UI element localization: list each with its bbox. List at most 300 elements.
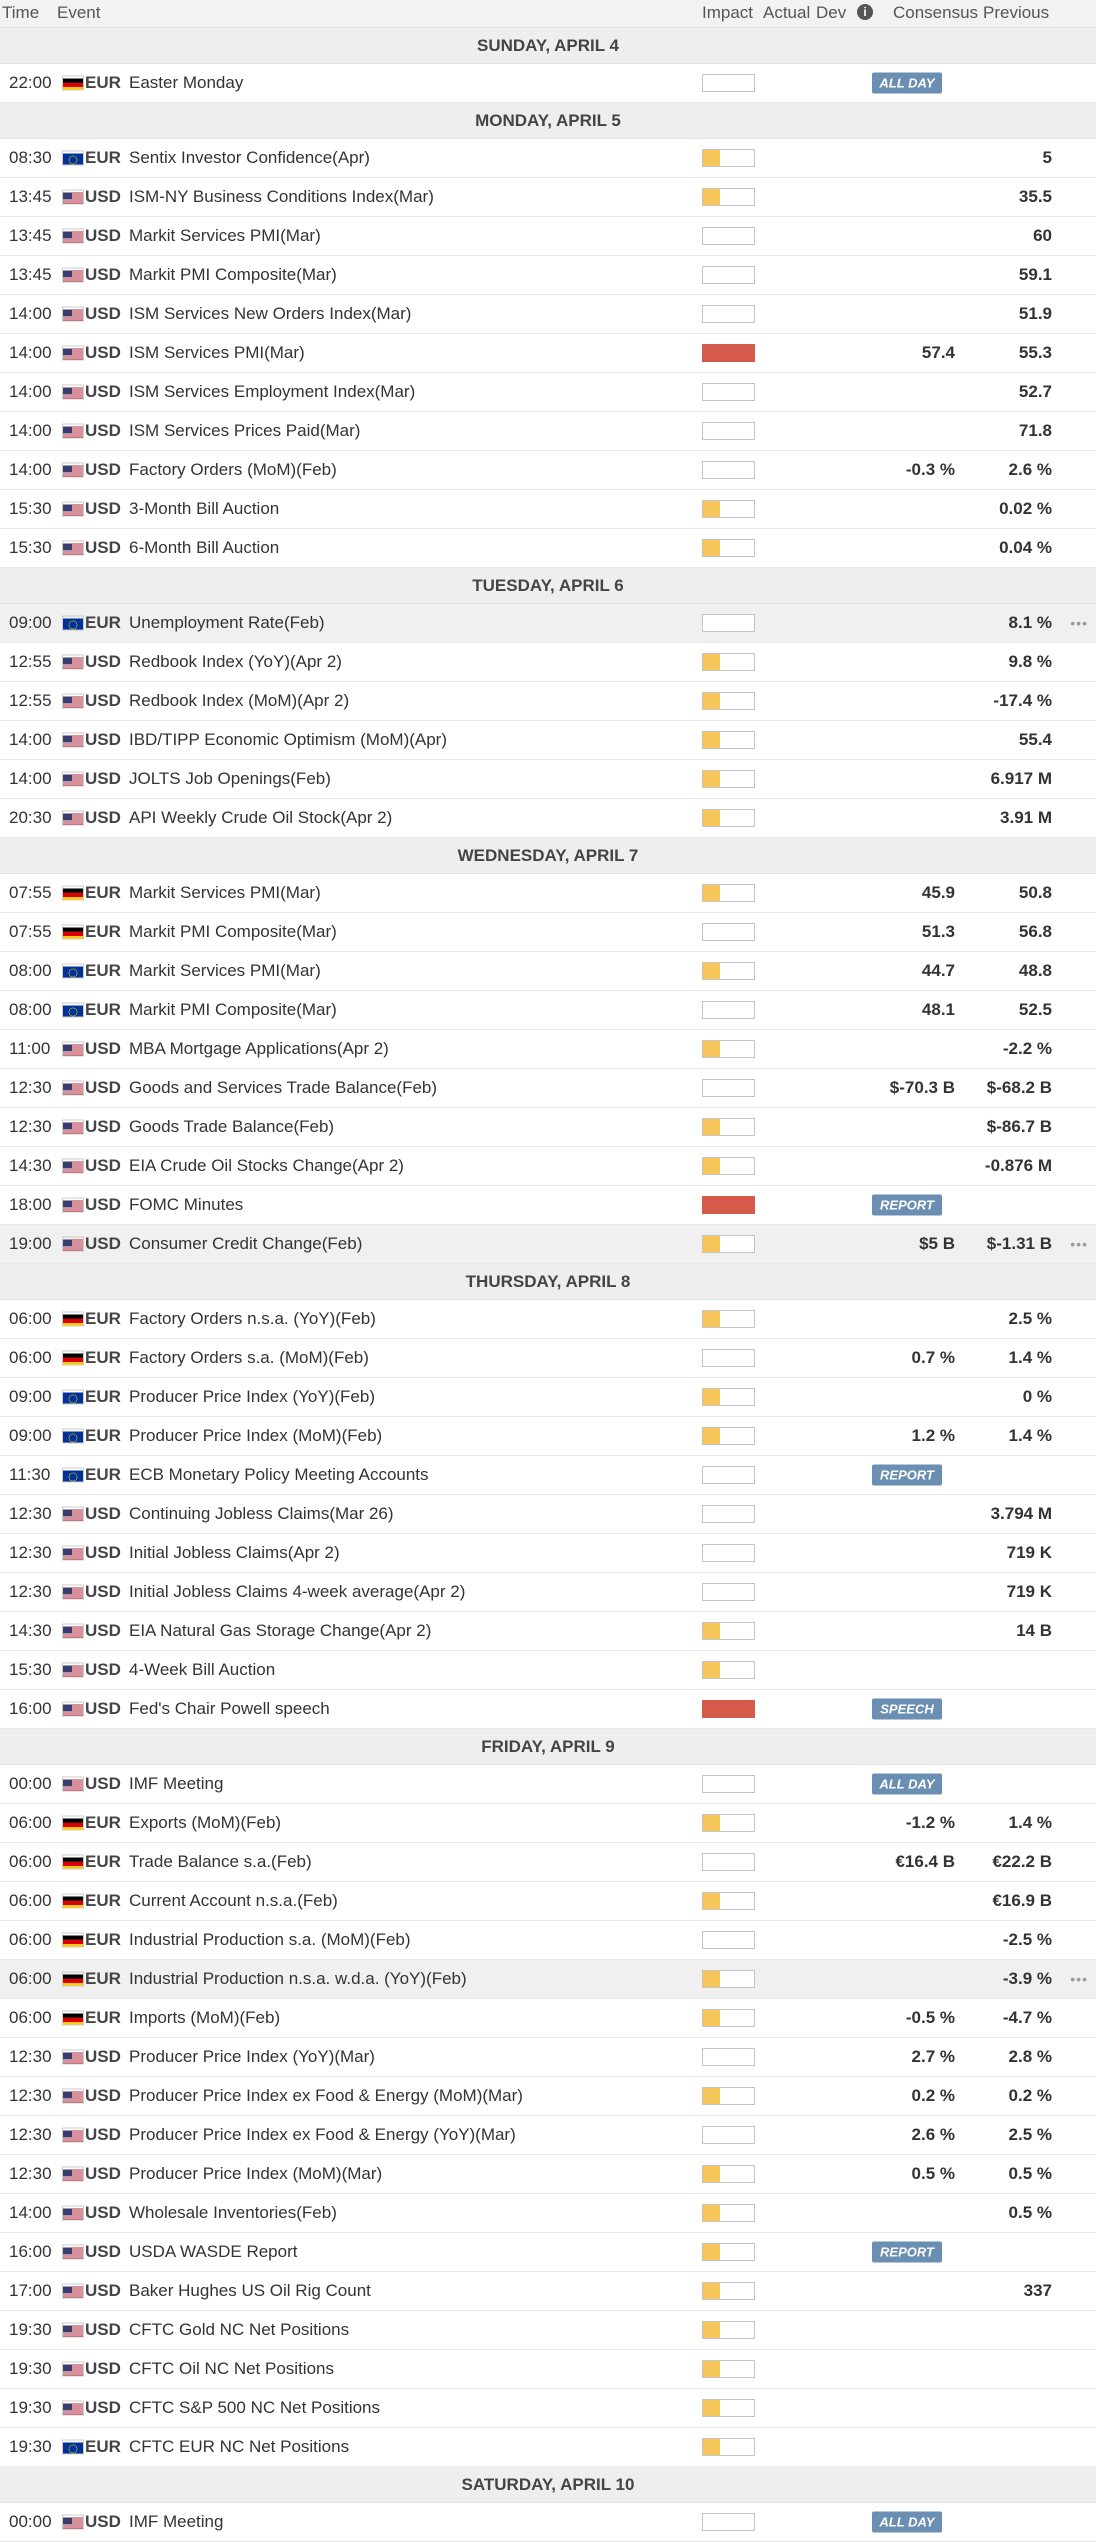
event-row[interactable] [0,1921,1096,1960]
us-flag-icon [62,2401,84,2416]
event-row[interactable] [0,1456,1096,1495]
event-currency: USD [85,2164,121,2183]
event-name[interactable]: Markit PMI Composite(Mar) [129,265,337,284]
event-row[interactable] [0,1612,1096,1651]
event-name[interactable]: Wholesale Inventories(Feb) [129,2203,337,2222]
event-name[interactable]: Producer Price Index (MoM)(Mar) [129,2164,383,2183]
event-row[interactable] [0,64,1096,103]
us-flag-icon [62,541,84,556]
event-time: 19:30 [9,2398,52,2417]
event-name[interactable]: Current Account n.s.a.(Feb) [129,1891,338,1910]
impact-low-indicator [702,2399,755,2417]
impact-high-indicator [702,1700,755,1718]
us-flag-icon [62,229,84,244]
event-time: 00:00 [9,1774,52,1793]
event-name[interactable]: Factory Orders (MoM)(Feb) [129,460,337,479]
consensus-value: -0.5 % [905,2008,955,2027]
previous-value: 60 [1033,226,1052,245]
event-name[interactable]: Consumer Credit Change(Feb) [129,1234,363,1253]
previous-value: 52.5 [1018,1000,1052,1019]
event-time: 08:00 [9,961,52,980]
event-row[interactable] [0,1843,1096,1882]
event-row[interactable] [0,1069,1096,1108]
event-name[interactable]: 4-Week Bill Auction [129,1660,276,1679]
impact-low-indicator [702,2243,755,2261]
event-name[interactable]: 6-Month Bill Auction [129,538,280,557]
event-currency: USD [85,304,121,323]
event-currency: EUR [85,1969,121,1988]
event-row[interactable] [0,1804,1096,1843]
previous-value: -4.7 % [1002,2008,1052,2027]
event-row[interactable] [0,139,1096,178]
impact-low-indicator [702,539,755,557]
event-name[interactable]: Factory Orders s.a. (MoM)(Feb) [129,1348,369,1367]
event-row[interactable] [0,217,1096,256]
event-row[interactable] [0,1417,1096,1456]
event-currency: USD [85,2086,121,2105]
event-name[interactable]: IBD/TIPP Economic Optimism (MoM)(Apr) [129,730,448,749]
impact-low-indicator [702,1157,755,1175]
event-badge: REPORT [872,1195,942,1216]
event-row[interactable] [0,799,1096,838]
event-name[interactable]: EIA Crude Oil Stocks Change(Apr 2) [129,1156,404,1175]
event-currency: USD [85,2047,121,2066]
consensus-value: 0.2 % [911,2086,955,2105]
impact-low-indicator [702,500,755,518]
event-currency: USD [85,2203,121,2222]
impact-medium-indicator [702,1544,755,1562]
us-flag-icon [62,1585,84,1600]
consensus-value: 0.5 % [911,2164,955,2183]
event-name[interactable]: Easter Monday [129,73,244,92]
us-flag-icon [62,1120,84,1135]
us-flag-icon [62,2323,84,2338]
consensus-value: 2.7 % [911,2047,955,2066]
more-options-icon[interactable]: ••• [1070,615,1088,631]
col-event[interactable]: Event [57,3,101,22]
de-flag-icon [62,1855,84,1870]
consensus-value: 51.3 [921,922,955,941]
impact-low-indicator [702,1970,755,1988]
previous-value: 71.8 [1018,421,1052,440]
event-time: 08:00 [9,1000,52,1019]
event-row[interactable] [0,643,1096,682]
eu-flag-icon [62,1003,84,1018]
day-header: TUESDAY, APRIL 6 [0,568,1096,604]
event-name[interactable]: Redbook Index (YoY)(Apr 2) [129,652,342,671]
event-name[interactable]: EIA Natural Gas Storage Change(Apr 2) [129,1621,432,1640]
event-row[interactable] [0,1300,1096,1339]
impact-medium-indicator [702,422,755,440]
col-actual[interactable]: Actual [763,3,811,22]
event-row[interactable] [0,1765,1096,1804]
event-name[interactable]: Markit Services PMI(Mar) [129,961,321,980]
event-row[interactable] [0,451,1096,490]
event-time: 15:30 [9,1660,52,1679]
day-header: THURSDAY, APRIL 8 [0,1264,1096,1300]
us-flag-icon [62,502,84,517]
us-flag-icon [62,424,84,439]
event-currency: USD [85,1543,121,1562]
impact-medium-indicator [702,1853,755,1871]
previous-value: 2.5 % [1008,1309,1052,1328]
event-row[interactable] [0,256,1096,295]
col-consensus[interactable]: Consensus [893,3,979,22]
previous-value: -2.2 % [1002,1039,1052,1058]
de-flag-icon [62,886,84,901]
event-name[interactable]: Sentix Investor Confidence(Apr) [129,148,370,167]
impact-low-indicator [702,884,755,902]
event-name[interactable]: FOMC Minutes [129,1195,244,1214]
us-flag-icon [62,2128,84,2143]
event-currency: EUR [85,2437,121,2456]
us-flag-icon [62,655,84,670]
previous-value: 719 K [1006,1543,1052,1562]
event-name[interactable]: IMF Meeting [129,1774,224,1793]
event-time: 14:00 [9,460,52,479]
event-row[interactable] [0,2038,1096,2077]
event-row[interactable] [0,2350,1096,2389]
impact-low-indicator [702,692,755,710]
impact-low-indicator [702,2321,755,2339]
event-row[interactable] [0,2311,1096,2350]
event-name[interactable]: Baker Hughes US Oil Rig Count [129,2281,371,2300]
event-row[interactable] [0,1186,1096,1225]
us-flag-icon [62,1042,84,1057]
calendar-body [0,28,1096,2542]
event-name[interactable]: Markit Services PMI(Mar) [129,226,321,245]
previous-value: 14 B [1016,1621,1052,1640]
previous-value: 2.5 % [1008,2125,1052,2144]
impact-low-indicator [702,1892,755,1910]
event-currency: EUR [85,148,121,167]
event-name[interactable]: Initial Jobless Claims(Apr 2) [129,1543,340,1562]
event-name[interactable]: ISM Services PMI(Mar) [129,343,305,362]
event-currency: USD [85,2320,121,2339]
event-name[interactable]: CFTC Gold NC Net Positions [129,2320,350,2339]
impact-medium-indicator [702,383,755,401]
us-flag-icon [62,694,84,709]
more-options-icon[interactable]: ••• [1070,1971,1088,1987]
event-time: 12:30 [9,1504,52,1523]
event-name[interactable]: Exports (MoM)(Feb) [129,1813,282,1832]
event-time: 17:00 [9,2281,52,2300]
impact-low-indicator [702,2009,755,2027]
event-row[interactable] [0,874,1096,913]
event-row[interactable] [0,2503,1096,2542]
event-row[interactable] [0,2116,1096,2155]
consensus-value: €16.4 B [895,1852,955,1871]
us-flag-icon [62,1237,84,1252]
us-flag-icon [62,1777,84,1792]
previous-value: 51.9 [1018,304,1052,323]
event-name[interactable]: Markit PMI Composite(Mar) [129,922,337,941]
event-currency: USD [85,1504,121,1523]
eu-flag-icon [62,151,84,166]
event-time: 19:30 [9,2437,52,2456]
previous-value: 0 % [1022,1387,1052,1406]
previous-value: 0.5 % [1008,2203,1052,2222]
previous-value: -0.876 M [984,1156,1052,1175]
event-currency: EUR [85,1309,121,1328]
event-row[interactable] [0,952,1096,991]
event-row[interactable] [0,2155,1096,2194]
event-row[interactable] [0,1534,1096,1573]
event-time: 12:55 [9,691,52,710]
event-row[interactable] [0,760,1096,799]
event-name[interactable]: Unemployment Rate(Feb) [129,613,325,632]
event-currency: USD [85,1621,121,1640]
event-name[interactable]: Producer Price Index (YoY)(Mar) [129,2047,375,2066]
event-currency: USD [85,2512,121,2531]
event-row[interactable] [0,2272,1096,2311]
consensus-value: 1.2 % [911,1426,955,1445]
event-row[interactable] [0,295,1096,334]
event-row[interactable] [0,490,1096,529]
event-time: 08:30 [9,148,52,167]
previous-value: 0.2 % [1008,2086,1052,2105]
event-name[interactable]: Trade Balance s.a.(Feb) [129,1852,312,1871]
col-dev[interactable]: Dev [816,3,847,22]
impact-low-indicator [702,1388,755,1406]
event-row[interactable] [0,1108,1096,1147]
previous-value: -2.5 % [1002,1930,1052,1949]
event-currency: USD [85,1699,121,1718]
event-time: 09:00 [9,613,52,632]
event-time: 12:30 [9,2125,52,2144]
event-name[interactable]: Producer Price Index ex Food & Energy (YoY)(Mar) [129,2125,516,2144]
impact-low-indicator [702,2282,755,2300]
col-previous[interactable]: Previous [983,3,1050,22]
previous-value: 52.7 [1018,382,1052,401]
event-name[interactable]: ISM Services Prices Paid(Mar) [129,421,361,440]
impact-low-indicator [702,1814,755,1832]
event-currency: EUR [85,1426,121,1445]
consensus-value: 57.4 [921,343,955,362]
event-name[interactable]: Redbook Index (MoM)(Apr 2) [129,691,350,710]
previous-value: 1.4 % [1008,1813,1052,1832]
event-name[interactable]: ISM-NY Business Conditions Index(Mar) [129,187,434,206]
event-name[interactable]: Continuing Jobless Claims(Mar 26) [129,1504,394,1523]
event-name[interactable]: Producer Price Index (MoM)(Feb) [129,1426,383,1445]
eu-flag-icon [62,964,84,979]
impact-low-indicator [702,770,755,788]
event-name[interactable]: Markit Services PMI(Mar) [129,883,321,902]
event-time: 20:30 [9,808,52,827]
impact-low-indicator [702,1235,755,1253]
previous-value: 9.8 % [1008,652,1052,671]
event-name[interactable]: 3-Month Bill Auction [129,499,280,518]
event-row[interactable] [0,1882,1096,1921]
event-currency: EUR [85,922,121,941]
event-row[interactable] [0,1573,1096,1612]
event-name[interactable]: CFTC S&P 500 NC Net Positions [129,2398,380,2417]
event-name[interactable]: API Weekly Crude Oil Stock(Apr 2) [129,808,393,827]
previous-value: 59.1 [1018,265,1052,284]
event-currency: USD [85,1234,121,1253]
more-options-icon[interactable]: ••• [1070,1236,1088,1252]
de-flag-icon [62,76,84,91]
event-row[interactable] [0,1495,1096,1534]
us-flag-icon [62,772,84,787]
event-name[interactable]: Initial Jobless Claims 4-week average(Apr 2) [129,1582,466,1601]
us-flag-icon [62,1081,84,1096]
event-row[interactable] [0,1999,1096,2038]
event-time: 06:00 [9,1309,52,1328]
event-row[interactable] [0,1651,1096,1690]
event-currency: USD [85,538,121,557]
event-currency: USD [85,769,121,788]
impact-medium-indicator [702,1931,755,1949]
impact-medium-indicator [702,1583,755,1601]
de-flag-icon [62,1894,84,1909]
impact-low-indicator [702,1427,755,1445]
event-time: 14:00 [9,421,52,440]
event-currency: USD [85,421,121,440]
event-row[interactable] [0,721,1096,760]
event-name[interactable]: Markit PMI Composite(Mar) [129,1000,337,1019]
event-name[interactable]: ECB Monetary Policy Meeting Accounts [129,1465,429,1484]
event-currency: EUR [85,1465,121,1484]
previous-value: 56.8 [1018,922,1052,941]
event-currency: USD [85,265,121,284]
event-row[interactable] [0,2233,1096,2272]
event-currency: USD [85,187,121,206]
previous-value: 2.6 % [1008,460,1052,479]
impact-high-indicator [702,1196,755,1214]
event-name[interactable]: Producer Price Index ex Food & Energy (MoM)(Mar) [129,2086,523,2105]
event-row[interactable] [0,1225,1096,1264]
previous-value: 0.5 % [1008,2164,1052,2183]
impact-medium-indicator [702,2513,755,2531]
event-row[interactable] [0,2194,1096,2233]
impact-medium-indicator [702,1466,755,1484]
event-time: 14:00 [9,382,52,401]
event-currency: EUR [85,1000,121,1019]
event-name[interactable]: Fed's Chair Powell speech [129,1699,330,1718]
day-header: WEDNESDAY, APRIL 7 [0,838,1096,874]
previous-value: 8.1 % [1008,613,1052,632]
event-time: 09:00 [9,1387,52,1406]
info-icon[interactable]: i [857,4,873,20]
event-time: 12:30 [9,2164,52,2183]
event-time: 06:00 [9,1930,52,1949]
impact-none-indicator [702,74,755,92]
event-name[interactable]: MBA Mortgage Applications(Apr 2) [129,1039,389,1058]
impact-medium-indicator [702,1505,755,1523]
event-row[interactable] [0,1147,1096,1186]
event-currency: USD [85,1195,121,1214]
previous-value: 337 [1023,2281,1052,2300]
event-row[interactable] [0,373,1096,412]
impact-medium-indicator [702,1079,755,1097]
event-row[interactable] [0,2077,1096,2116]
us-flag-icon [62,2245,84,2260]
event-name[interactable]: CFTC Oil NC Net Positions [129,2359,334,2378]
impact-medium-indicator [702,2126,755,2144]
event-name[interactable]: Goods and Services Trade Balance(Feb) [129,1078,438,1097]
us-flag-icon [62,1702,84,1717]
event-time: 14:30 [9,1621,52,1640]
event-currency: EUR [85,961,121,980]
previous-value: €22.2 B [992,1852,1052,1871]
event-time: 14:00 [9,304,52,323]
event-row[interactable] [0,334,1096,373]
eu-flag-icon [62,1468,84,1483]
consensus-value: $5 B [919,1234,955,1253]
event-time: 19:30 [9,2320,52,2339]
event-name[interactable]: IMF Meeting [129,2512,224,2531]
event-name[interactable]: JOLTS Job Openings(Feb) [129,769,331,788]
us-flag-icon [62,1159,84,1174]
event-row[interactable] [0,604,1096,643]
event-time: 16:00 [9,1699,52,1718]
impact-high-indicator [702,344,755,362]
event-currency: USD [85,226,121,245]
event-row[interactable] [0,913,1096,952]
event-row[interactable] [0,2389,1096,2428]
impact-medium-indicator [702,461,755,479]
col-time[interactable]: Time [2,3,40,22]
event-name[interactable]: Producer Price Index (YoY)(Feb) [129,1387,375,1406]
de-flag-icon [62,1312,84,1327]
event-name[interactable]: ISM Services Employment Index(Mar) [129,382,416,401]
event-time: 12:30 [9,1117,52,1136]
event-name[interactable]: ISM Services New Orders Index(Mar) [129,304,412,323]
event-row[interactable] [0,1690,1096,1729]
impact-low-indicator [702,2204,755,2222]
de-flag-icon [62,1351,84,1366]
event-name[interactable]: Imports (MoM)(Feb) [129,2008,281,2027]
event-currency: USD [85,1078,121,1097]
event-name[interactable]: Factory Orders n.s.a. (YoY)(Feb) [129,1309,376,1328]
event-name[interactable]: Industrial Production n.s.a. w.d.a. (YoY)(Feb) [129,1969,467,1988]
event-currency: EUR [85,1387,121,1406]
event-row[interactable] [0,178,1096,217]
previous-value: 3.91 M [1000,808,1052,827]
event-time: 19:00 [9,1234,52,1253]
event-row[interactable] [0,1030,1096,1069]
previous-value: 35.5 [1018,187,1052,206]
event-name[interactable]: Industrial Production s.a. (MoM)(Feb) [129,1930,411,1949]
previous-value: 0.02 % [999,499,1052,518]
impact-low-indicator [702,731,755,749]
event-time: 14:00 [9,730,52,749]
event-time: 13:45 [9,226,52,245]
event-row[interactable] [0,682,1096,721]
us-flag-icon [62,2206,84,2221]
event-row[interactable] [0,991,1096,1030]
event-time: 14:30 [9,1156,52,1175]
us-flag-icon [62,346,84,361]
event-name[interactable]: CFTC EUR NC Net Positions [129,2437,350,2456]
impact-low-indicator [702,149,755,167]
event-row[interactable] [0,1339,1096,1378]
event-row[interactable] [0,529,1096,568]
us-flag-icon [62,733,84,748]
event-row[interactable] [0,1960,1096,1999]
event-time: 12:55 [9,652,52,671]
event-currency: EUR [85,1891,121,1910]
event-name[interactable]: USDA WASDE Report [129,2242,298,2261]
event-name[interactable]: Goods Trade Balance(Feb) [129,1117,335,1136]
event-row[interactable] [0,2428,1096,2467]
col-impact[interactable]: Impact [702,3,754,22]
event-row[interactable] [0,1378,1096,1417]
event-currency: USD [85,1774,121,1793]
impact-medium-indicator [702,614,755,632]
event-row[interactable] [0,412,1096,451]
